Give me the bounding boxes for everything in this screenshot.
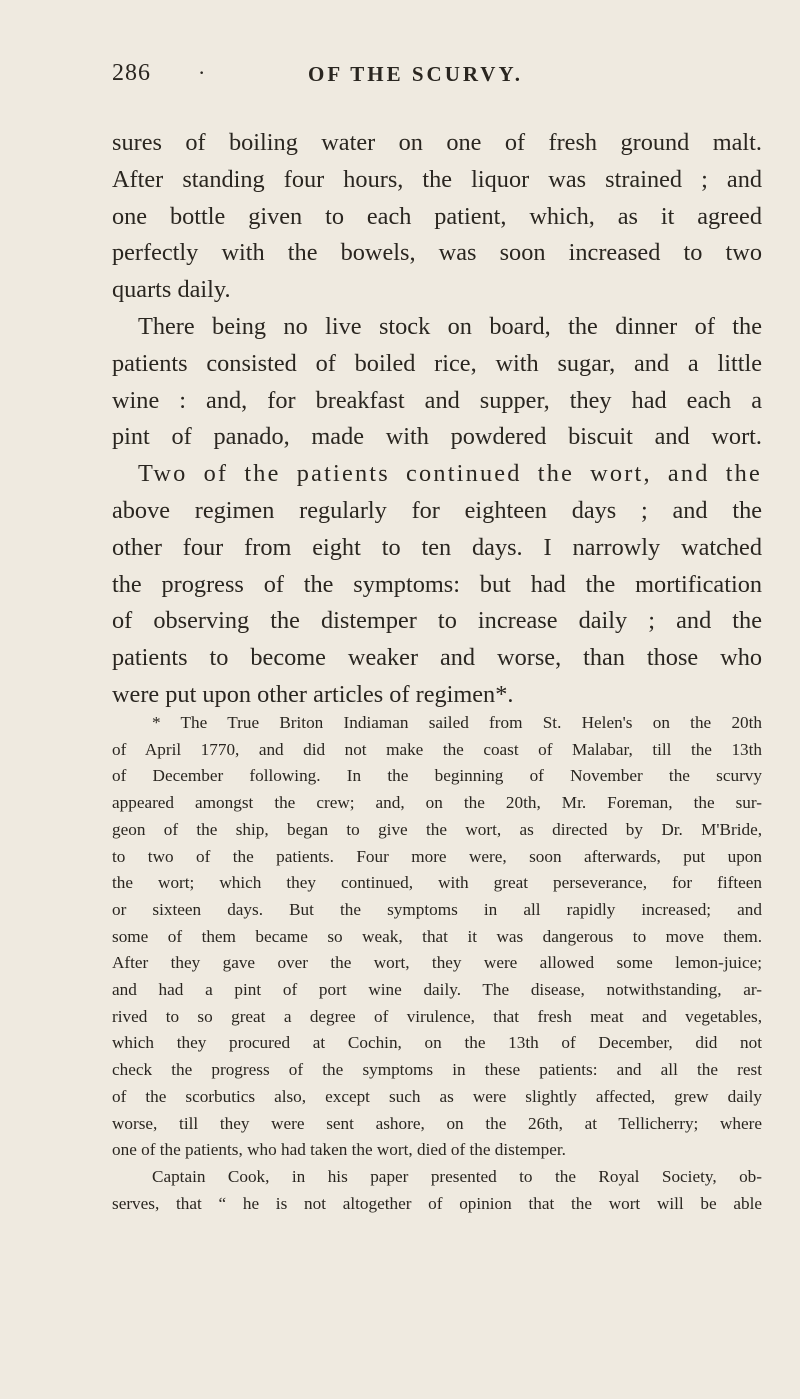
text-line: patients to become weaker and worse, than those who xyxy=(112,644,762,672)
footnote-line: some of them became so weak, that it was dangerous to move them. xyxy=(112,926,762,946)
text-line: Two of the patients continued the wort, and the xyxy=(138,460,762,488)
footnote-line: geon of the ship, began to give the wort, as directed by Dr. M'Bride, xyxy=(112,819,762,839)
running-head xyxy=(112,60,752,100)
footnote-line: one of the patients, who had taken the wort, died of the distemper. xyxy=(112,1140,566,1160)
text-line: After standing four hours, the liquor was strained ; and xyxy=(112,165,762,193)
head-separator: · xyxy=(198,60,206,85)
footnote-line: and had a pint of port wine daily. The disease, notwithstanding, ar- xyxy=(112,980,762,1000)
footnote-line: to two of the patients. Four more were, soon afterwards, put upon xyxy=(112,846,762,866)
footnote-line: of December following. In the beginning of November the scurvy xyxy=(112,766,762,786)
footnote-line: or sixteen days. But the symptoms in all rapidly increased; and xyxy=(112,899,762,919)
text-line: were put upon other articles of regimen*. xyxy=(112,680,514,708)
text-line: sures of boiling water on one of fresh ground malt. xyxy=(112,129,762,156)
footnote-line: appeared amongst the crew; and, on the 20th, Mr. Foreman, the sur- xyxy=(112,793,762,813)
text-line: above regimen regularly for eighteen days ; and the xyxy=(112,496,762,524)
footnote xyxy=(112,710,762,1217)
footnote-line: serves, that “ he is not altogether of opinion that the wort will be able xyxy=(112,1193,762,1213)
text-line: one bottle given to each patient, which, as it agreed xyxy=(112,202,762,230)
page-number: 286 xyxy=(112,60,151,86)
footnote-line: of April 1770, and did not make the coast of Malabar, till the 13th xyxy=(112,739,762,759)
footnote-line: Captain Cook, in his paper presented to the Royal Society, ob- xyxy=(152,1166,762,1186)
text-line: patients consisted of boiled rice, with sugar, and a little xyxy=(112,349,762,377)
text-line: the progress of the symptoms: but had the mortification xyxy=(112,570,762,598)
text-line: There being no live stock on board, the dinner of the xyxy=(138,312,762,340)
text-line: pint of panado, made with powdered biscuit and wort. xyxy=(112,423,762,451)
text-line: perfectly with the bowels, was soon increased to two xyxy=(112,239,762,267)
text-line: other four from eight to ten days. I narrowly watched xyxy=(112,533,762,561)
footnote-line: of the scorbutics also, except such as were slightly affected, grew daily xyxy=(112,1086,762,1106)
footnote-line: * The True Briton Indiaman sailed from St. Helen's on the 20th xyxy=(152,713,762,732)
text-line: wine : and, for breakfast and supper, they had each a xyxy=(112,386,762,414)
footnote-line: the wort; which they continued, with great perseverance, for fifteen xyxy=(112,873,762,893)
text-line: of observing the distemper to increase daily ; and the xyxy=(112,607,762,635)
footnote-line: rived to so great a degree of virulence, that fresh meat and vegetables, xyxy=(112,1006,762,1026)
main-text xyxy=(112,125,762,714)
running-head-title: OF THE SCURVY. xyxy=(308,62,523,86)
footnote-line: check the progress of the symptoms in these patients: and all the rest xyxy=(112,1060,762,1080)
footnote-line: which they procured at Cochin, on the 13th of December, did not xyxy=(112,1033,762,1053)
footnote-line: After they gave over the wort, they were allowed some lemon-juice; xyxy=(112,953,762,973)
text-line: quarts daily. xyxy=(112,276,231,304)
footnote-line: worse, till they were sent ashore, on the 26th, at Tellicherry; where xyxy=(112,1113,762,1133)
